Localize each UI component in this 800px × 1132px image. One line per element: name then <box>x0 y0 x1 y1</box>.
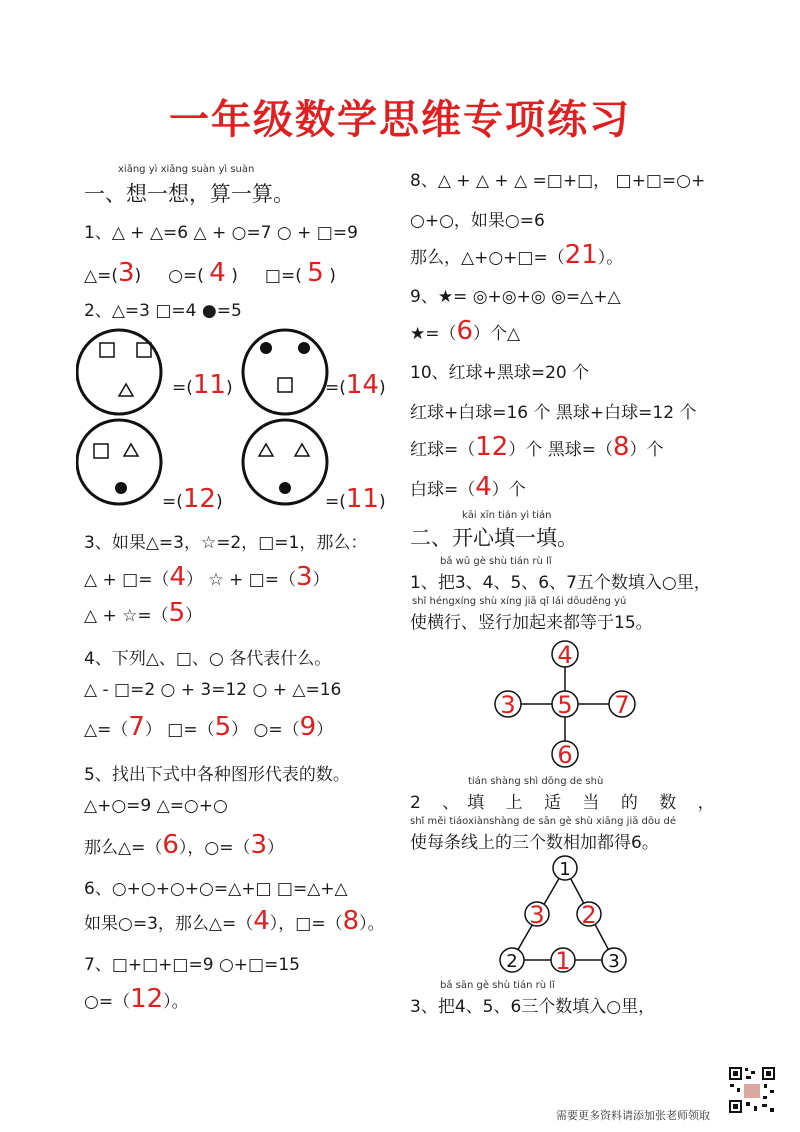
q6-answer2: 8 <box>342 906 360 936</box>
q2-answer4: 11 <box>345 484 379 514</box>
q7-l2b: ）。 <box>163 992 189 1012</box>
q8-l3a: 那么，△+○+□=（ <box>410 248 565 268</box>
q2-eq4: =( <box>325 492 346 512</box>
q1-close1: ) <box>134 266 142 286</box>
q6-answer1: 4 <box>253 906 270 936</box>
q2-answer3-row <box>162 484 223 514</box>
q2-answer4-row <box>325 484 386 514</box>
q9-l2a: ★=（ <box>410 324 457 344</box>
q2-close2: ) <box>378 378 386 398</box>
cross-value-left: 3 <box>500 691 516 719</box>
q1-answer-square: 5 <box>307 258 324 288</box>
q1-answer-triangle: 3 <box>117 258 135 288</box>
q2-close1: ) <box>225 378 233 398</box>
cross-value-center: 5 <box>557 691 573 719</box>
qr-code-icon <box>728 1066 776 1114</box>
q1-answers <box>84 258 336 288</box>
face2-dot-right <box>298 342 310 354</box>
q4-answer2: 5 <box>214 712 232 742</box>
q6-line1: 6、○+○+○+○=△+□ □=△+△ <box>84 879 348 899</box>
q4-l3d: ） <box>316 720 334 740</box>
q10-line4 <box>410 472 526 502</box>
q10-line2: 红球+白球=16 个 黑球+白球=12 个 <box>410 403 697 423</box>
q4-l3c: ） ○=（ <box>231 720 300 740</box>
s2q2-pinyin2: shǐ měi tiáoxiànshàng de sān gè shù xiāng jiā dōu dé <box>410 816 677 827</box>
q5-line3 <box>84 830 284 860</box>
section2-pinyin: kāi xīn tián yì tián <box>462 510 552 521</box>
s2q1-pinyin1: bǎ wǔ gè shù tián rù lǐ <box>440 556 552 567</box>
q1-label-circle: ○=( <box>168 266 204 286</box>
q2-answer2-row <box>325 370 386 400</box>
section2-heading: 二、开心填一填。 <box>410 526 578 550</box>
q3-l3a: △ + ☆=（ <box>84 606 169 626</box>
face2-dot-left <box>260 342 272 354</box>
face4-triangle-right <box>295 444 309 456</box>
q7-l2a: ○=（ <box>84 992 131 1012</box>
q8-line1: 8、△ + △ + △ =□+□， □+□=○+ <box>410 171 706 191</box>
q2-eq3: =( <box>162 492 183 512</box>
face1-square-right <box>137 343 151 357</box>
q4-answer3: 9 <box>299 712 317 742</box>
q10-l3b: ）个 黑球=（ <box>508 440 613 460</box>
face3-triangle <box>124 444 138 456</box>
q3-l2c: ） <box>312 570 330 590</box>
q3-l2b: ） ☆ + □=（ <box>185 570 296 590</box>
q2-line1: 2、△=3 □=4 ●=5 <box>84 301 242 321</box>
q7-line1: 7、□+□+□=9 ○+□=15 <box>84 955 300 975</box>
q5-l3b: ），○=（ <box>178 838 251 858</box>
q4-line1: 4、下列△、□、○ 各代表什么。 <box>84 649 332 669</box>
s2q1-line2: 使横行、竖行加起来都等于15。 <box>410 613 653 633</box>
q3-l2a: △ + □=（ <box>84 570 170 590</box>
tri-value-botleft: 2 <box>506 951 518 972</box>
q2-answer1-row <box>172 370 233 400</box>
q5-l3a: 那么△=（ <box>84 838 163 858</box>
q5-line2: △+○=9 △=○+○ <box>84 796 228 816</box>
q8-answer: 21 <box>564 240 598 270</box>
tri-value-top: 1 <box>559 859 571 880</box>
q5-line1: 5、找出下式中各种图形代表的数。 <box>84 765 350 785</box>
q8-l3b: ）。 <box>597 248 624 268</box>
s2q1-pinyin2: shǐ héngxíng shù xíng jiā qǐ lái dōuděng yú <box>412 596 627 607</box>
s2q2-pinyin1: tián shàng shì dōng de shù <box>468 776 604 787</box>
q8-line2: ○+○，如果○=6 <box>410 211 545 231</box>
q6-l2b: ），□=（ <box>269 914 343 934</box>
cross-value-bottom: 6 <box>557 741 573 769</box>
q2-close3: ) <box>215 492 223 512</box>
q9-answer: 6 <box>456 316 474 346</box>
q9-line1: 9、★= ◎+◎+◎ ◎=△+△ <box>410 287 621 307</box>
q10-l3a: 红球=（ <box>410 440 476 460</box>
footer-note: 需要更多资料请添加张老师领取 <box>556 1109 710 1122</box>
tri-value-midright: 2 <box>581 901 597 929</box>
q6-l2c: ）。 <box>359 914 385 934</box>
q2-answer2: 14 <box>345 370 379 400</box>
q7-line2 <box>84 984 189 1014</box>
q10-answer-red: 12 <box>475 432 509 462</box>
q1-label-triangle: △=( <box>84 266 118 286</box>
s2q3-line1: 3、把4、5、6三个数填入○里， <box>410 997 656 1017</box>
q4-l3b: ） □=（ <box>144 720 215 740</box>
q10-answer-black: 8 <box>613 432 630 462</box>
cross-value-top: 4 <box>557 641 573 669</box>
q2-close4: ) <box>378 492 386 512</box>
s2q2-line1: 2 、填 上 适 当 的 数 ， <box>410 793 723 813</box>
q4-line3 <box>84 712 333 742</box>
q9-line2 <box>410 316 520 346</box>
q2-answer3: 12 <box>182 484 216 514</box>
cross-diagram <box>480 636 650 772</box>
face1-triangle <box>119 384 133 396</box>
q10-l3c: ）个 <box>629 440 664 460</box>
q4-line2: △ - □=2 ○ + 3=12 ○ + △=16 <box>84 680 342 700</box>
q5-answer2: 3 <box>250 830 267 860</box>
face-2 <box>243 330 327 414</box>
q3-answer3: 5 <box>168 598 186 628</box>
face4-triangle-left <box>259 444 273 456</box>
q10-line3 <box>410 432 664 462</box>
q10-l4b: ）个 <box>491 480 526 500</box>
q5-l3c: ） <box>267 838 284 858</box>
q2-answer1: 11 <box>192 370 226 400</box>
q2-eq1: =( <box>172 378 193 398</box>
q3-line2 <box>84 562 330 592</box>
q1-close3: ) <box>329 266 336 286</box>
q1-line1: 1、△ + △=6 △ + ○=7 ○ + □=9 <box>84 223 358 243</box>
q4-answer1: 7 <box>128 712 145 742</box>
face3-dot <box>115 482 127 494</box>
face2-square <box>278 378 292 392</box>
q10-l4a: 白球=（ <box>410 480 476 500</box>
face3-square <box>94 444 108 458</box>
cross-value-right: 7 <box>614 691 630 719</box>
q2-eq2: =( <box>325 378 346 398</box>
q6-line2 <box>84 906 385 936</box>
section1-pinyin: xiǎng yì xiǎng suàn yì suàn <box>118 164 255 175</box>
q3-answer1: 4 <box>169 562 186 592</box>
s2q1-line1: 1、把3、4、5、6、7五个数填入○里， <box>410 573 711 593</box>
q9-l2b: ）个△ <box>473 324 521 344</box>
q1-close2: ) <box>231 266 238 286</box>
triangle-diagram <box>490 852 640 982</box>
s2q3-pinyin1: bǎ sān gè shù tián rù lǐ <box>440 980 555 991</box>
face1-square-left <box>100 343 114 357</box>
q6-l2a: 如果○=3，那么△=（ <box>84 914 254 934</box>
q3-line1: 3、如果△=3，☆=2，□=1，那么： <box>84 533 368 553</box>
q4-l3a: △=（ <box>84 720 129 740</box>
tri-value-midleft: 3 <box>529 901 545 929</box>
q1-answer-circle: 4 <box>209 258 226 288</box>
q10-answer-white: 4 <box>475 472 492 502</box>
tri-value-botright: 3 <box>608 951 620 972</box>
page-title: 一年级数学思维专项练习 <box>169 97 631 143</box>
q7-answer1: 12 <box>130 984 164 1014</box>
q8-line3 <box>410 240 623 270</box>
q3-l3b: ） <box>185 606 203 626</box>
q3-answer2: 3 <box>296 562 313 592</box>
tri-value-botmid: 1 <box>555 947 571 975</box>
face4-dot <box>279 482 291 494</box>
s2q2-line2: 使每条线上的三个数相加都得6。 <box>410 833 659 853</box>
q5-answer1: 6 <box>162 830 179 860</box>
section1-heading: 一、想一想，算一算。 <box>84 182 294 206</box>
q1-label-square: □=( <box>264 266 302 286</box>
q10-line1: 10、红球+黑球=20 个 <box>410 363 590 383</box>
q3-line3 <box>84 598 202 628</box>
